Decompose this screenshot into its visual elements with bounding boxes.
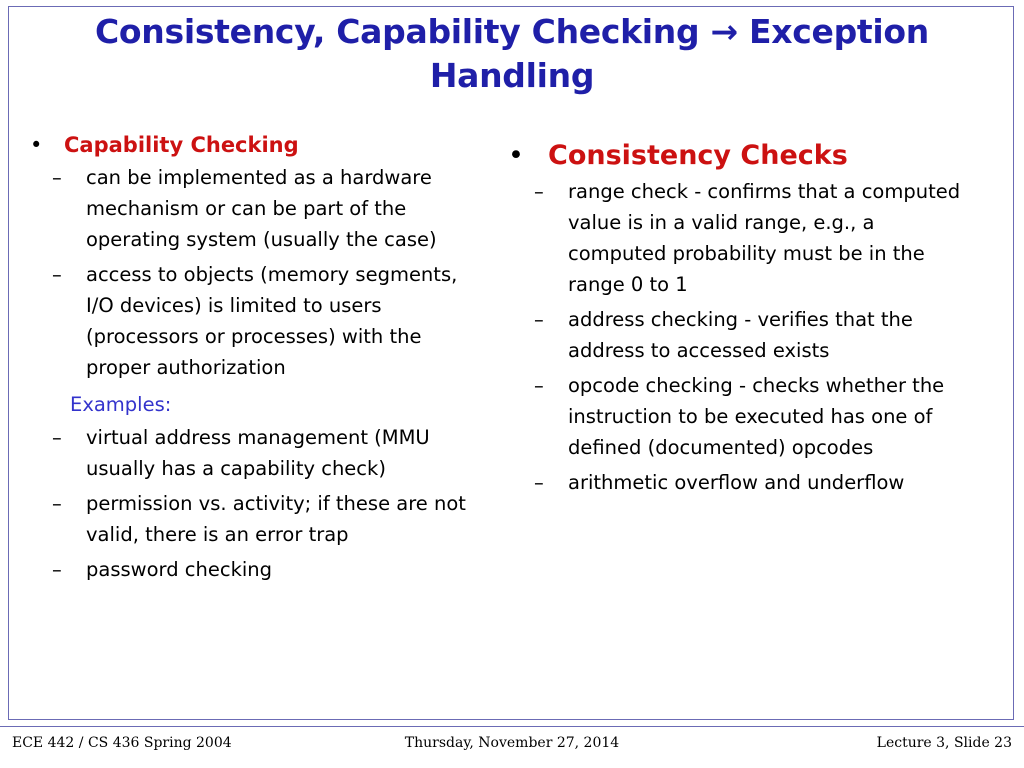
- list-item: [30, 554, 510, 585]
- bullet-heading: Capability Checking: [64, 133, 299, 157]
- list-item-text: access to objects (memory segments, I/O devices) is limited to users (processors or processes) with the proper authorization: [86, 263, 458, 379]
- bullet-dot-icon: •: [508, 140, 524, 171]
- bullet-heading: Consistency Checks: [548, 140, 848, 171]
- list-item-text: virtual address management (MMU usually has a capability check): [86, 426, 430, 480]
- dash-icon: –: [52, 492, 62, 515]
- footer-slide-number: Lecture 3, Slide 23: [876, 735, 1012, 751]
- consistency-items-list: [508, 176, 1008, 498]
- dash-icon: –: [534, 180, 544, 203]
- list-item: [30, 162, 510, 255]
- slide-footer: [0, 726, 1024, 756]
- dash-icon: –: [534, 308, 544, 331]
- right-column: [508, 138, 1008, 502]
- dash-icon: –: [52, 426, 62, 449]
- list-item-text: address checking - verifies that the address to accessed exists: [568, 308, 913, 362]
- examples-label: Examples:: [70, 393, 172, 416]
- dash-icon: –: [52, 166, 62, 189]
- list-item: [508, 176, 1008, 300]
- bullet-consistency-checks: [508, 138, 1008, 174]
- list-item: [30, 488, 510, 550]
- list-item: [508, 304, 1008, 366]
- bullet-dot-icon: •: [30, 133, 43, 157]
- dash-icon: –: [534, 374, 544, 397]
- dash-icon: –: [534, 471, 544, 494]
- dash-icon: –: [52, 558, 62, 581]
- list-item: [508, 370, 1008, 463]
- footer-course: ECE 442 / CS 436 Spring 2004: [12, 735, 232, 751]
- list-item-text: arithmetic overflow and underflow: [568, 471, 905, 494]
- capability-items-list: [30, 162, 510, 383]
- list-item-text: opcode checking - checks whether the instruction to be executed has one of defined (documented) opcodes: [568, 374, 945, 459]
- list-item-text: range check - confirms that a computed value is in a valid range, e.g., a computed probability must be in the range 0 to 1: [568, 180, 961, 296]
- slide-title: Consistency, Capability Checking → Exception Handling: [95, 12, 929, 95]
- list-item-text: permission vs. activity; if these are not valid, there is an error trap: [86, 492, 466, 546]
- list-item-text: can be implemented as a hardware mechanism or can be part of the operating system (usually the case): [86, 166, 437, 251]
- list-item: [508, 467, 1008, 498]
- list-item-text: password checking: [86, 558, 273, 581]
- dash-icon: –: [52, 263, 62, 286]
- list-item: [30, 259, 510, 383]
- examples-list: [30, 422, 510, 585]
- footer-date: Thursday, November 27, 2014: [404, 735, 620, 751]
- left-column: [30, 130, 510, 589]
- bullet-capability-checking: [30, 130, 510, 160]
- list-item: [30, 422, 510, 484]
